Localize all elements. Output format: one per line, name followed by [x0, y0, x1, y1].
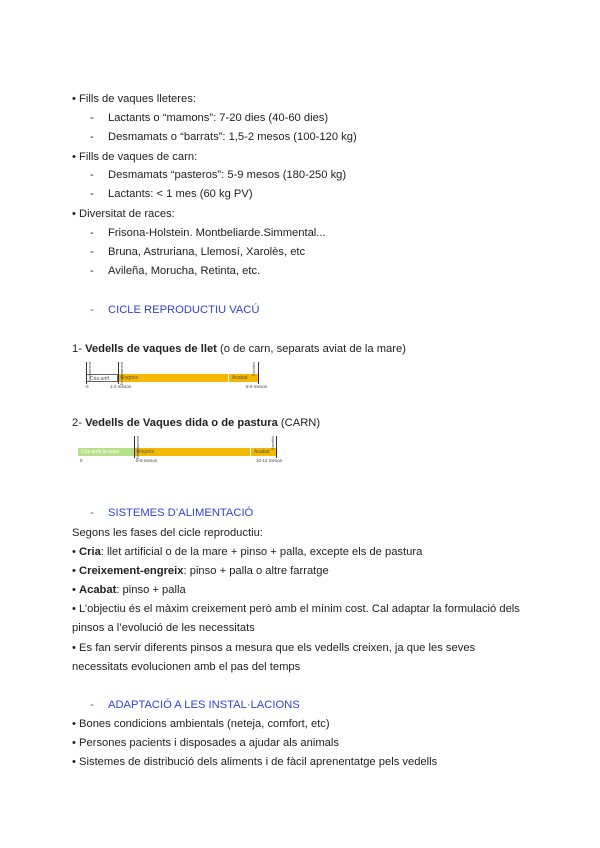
bullet-item-cont: pinsos a l’evolució de les necessitats: [72, 622, 255, 634]
timeline-top-label: Sacrifici: [270, 436, 275, 451]
timeline-top-label: Sacrifici: [251, 362, 256, 377]
timeline-bottom-label: 10-12 mesos: [256, 458, 283, 463]
bullet-item-cont: necessitats evolucionen amb el pas del temps: [72, 661, 301, 673]
bullet-item: • Sistemes de distribució dels aliments i de fàcil aprenentatge pels vedells: [72, 756, 438, 768]
timeline-bottom-label: 0: [80, 458, 83, 463]
bullet-item: • Creixement-engreix: pinso + palla o altre farratge: [72, 565, 329, 577]
sub-item: - Lactants o “mamons”: 7-20 dies (40-60 dies): [90, 112, 329, 124]
paragraph: Segons les fases del cicle reproductiu:: [72, 527, 263, 539]
section-heading-cicle: - CICLE REPRODUCTIU VACÚ: [90, 304, 260, 316]
bullet-item: • Persones pacients i disposades a ajudar als animals: [72, 737, 339, 749]
timeline-top-label: Deslletament: [135, 436, 140, 460]
bullet-item: • Cria: llet artificial o de la mare + pinso + palla, excepte els de pastura: [72, 546, 423, 558]
timeline-top-label: Naixement: [87, 362, 92, 382]
section-heading-sistemes: - SISTEMES D’ALIMENTACIÓ: [90, 507, 254, 519]
timeline-bottom-label: 6-9 mesos: [246, 384, 268, 389]
sub-item: - Avileña, Morucha, Retinta, etc.: [90, 265, 261, 277]
timeline-diagram-1: [86, 362, 268, 398]
sub-item: - Desmamats “pasteros”: 5-9 mesos (180-250 kg): [90, 169, 347, 181]
sub-item: - Bruna, Astruriana, Llemosí, Xarolès, etc: [90, 246, 306, 258]
timeline-bottom-label: 0: [86, 384, 89, 389]
section-heading-adaptacio: - ADAPTACIÓ A LES INSTAL·LACIONS: [90, 699, 300, 711]
bullet-item: • L’objectiu és el màxim creixement però amb el mínim cost. Cal adaptar la formulació dels: [72, 603, 520, 615]
timeline-bottom-label: 5-9 mesos: [136, 458, 158, 463]
cicle-item-2: 2- Vedells de Vaques dida o de pastura (CARN): [72, 417, 321, 429]
timeline-bottom-label: 1-2 mesos: [110, 384, 132, 389]
timeline-segment: Engreix: [118, 374, 228, 382]
timeline-segment: Cria amb la mare: [78, 448, 134, 456]
timeline-tick: [258, 362, 259, 384]
sub-item: - Lactants: < 1 mes (60 kg PV): [90, 188, 253, 200]
timeline-segment: Engreix: [134, 448, 250, 456]
bullet-item: • Fills de vaques lleteres:: [72, 93, 196, 105]
timeline-segment: Acabat: [250, 448, 276, 456]
timeline-top-label: Deslletament: [119, 362, 124, 386]
bullet-item: • Bones condicions ambientals (neteja, comfort, etc): [72, 718, 330, 730]
sub-item: - Frisona-Holstein. Montbeliarde.Simmental...: [90, 227, 326, 239]
cicle-item-1: 1- Vedells de vaques de llet (o de carn, separats aviat de la mare): [72, 343, 406, 355]
bullet-item: • Es fan servir diferents pinsos a mesura que els vedells creixen, ja que les seves: [72, 642, 476, 654]
timeline-tick: [276, 436, 277, 458]
timeline-segment: Acabat: [228, 374, 258, 382]
bullet-item: • Acabat: pinso + palla: [72, 584, 186, 596]
bullet-item: • Diversitat de races:: [72, 208, 175, 220]
sub-item: - Desmamats o “barrats”: 1,5-2 mesos (100-120 kg): [90, 131, 357, 143]
bullet-item: • Fills de vaques de carn:: [72, 151, 198, 163]
timeline-segment: Cria artif.: [86, 374, 118, 382]
timeline-diagram-2: [78, 436, 282, 474]
